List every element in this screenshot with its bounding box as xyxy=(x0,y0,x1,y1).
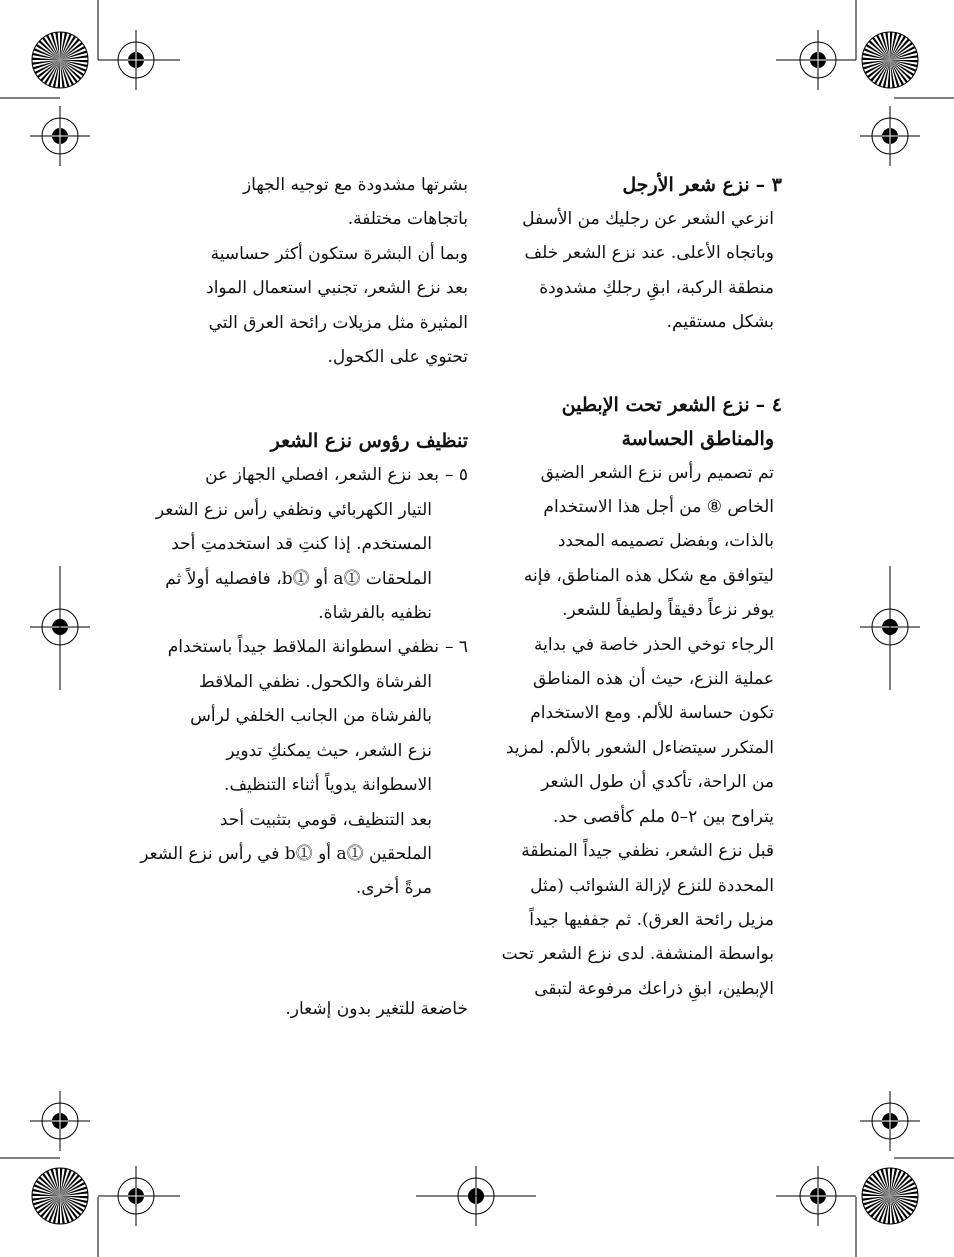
paragraph-line: بواسطة المنشفة. لدى نزع الشعر تحت xyxy=(501,944,774,965)
paragraph-line: بالذات، وبفضل تصميمه المحدد xyxy=(557,531,774,552)
paragraph-line: عملية النزع، حيث أن هذه المناطق xyxy=(533,669,774,690)
paragraph-line: الفرشاة والكحول. نظفي الملاقط xyxy=(198,671,432,692)
section-3-title: نزع شعر الأرجل xyxy=(622,174,750,196)
paragraph-line: نظفي اسطوانة الملاقط جيداً باستخدام xyxy=(167,637,439,658)
cleaning-heading: تنظيف رؤوس نزع الشعر xyxy=(270,430,468,453)
paragraph-line: تم تصميم رأس نزع الشعر الضيق xyxy=(540,462,774,483)
section-3-body xyxy=(492,202,782,340)
section-4-heading xyxy=(492,388,782,422)
paragraph-line: المستخدم. إذا كنتِ قد استخدمتِ أحد xyxy=(171,534,432,555)
paragraph-line: تحتوي على الكحول. xyxy=(327,347,468,368)
paragraph-line: المثيرة مثل مزيلات رائحة العرق التي xyxy=(208,312,468,333)
left-column xyxy=(132,168,468,906)
paragraph-line: الملحقين ⓵a أو ⓵b في رأس نزع الشعر xyxy=(140,843,432,864)
paragraph-line: يتراوح بين ٢–٥ ملم كأقصى حد. xyxy=(553,806,774,827)
paragraph-line: تكون حساسة للألم. ومع الاستخدام xyxy=(530,703,774,724)
paragraph-line: بالفرشاة من الجانب الخلفي لرأس xyxy=(190,706,432,727)
starburst-target-icon xyxy=(862,32,918,88)
paragraph-line: منطقة الركبة، ابقِ رجلكِ مشدودة xyxy=(539,277,774,298)
paragraph-line: الإبطين، ابقِ ذراعك مرفوعة لتبقى xyxy=(534,978,774,999)
paragraph-line: بعد التنظيف، قومي بتثبيت أحد xyxy=(219,809,432,830)
paragraph-line: باتجاهات مختلفة. xyxy=(347,209,468,230)
paragraph-line: وباتجاه الأعلى. عند نزع الشعر خلف xyxy=(524,243,774,264)
paragraph-line: ليتوافق مع شكل هذه المناطق، فإنه xyxy=(523,565,774,586)
paragraph-line: الرجاء توخي الحذر خاصة في بداية xyxy=(534,634,774,655)
paragraph-line: بعد نزع الشعر، افصلي الجهاز عن xyxy=(205,465,439,486)
paragraph-line: الملحقات ⓵a أو ⓵b، فافصليه أولاً ثم xyxy=(165,568,432,589)
paragraph-line: نزع الشعر، حيث يمكنكِ تدوير xyxy=(226,740,432,761)
section-4-body xyxy=(492,456,782,1007)
paragraph-line: الخاص ⑧ من أجل هذا الاستخدام xyxy=(543,497,774,518)
paragraph-line: نظفيه بالفرشاة. xyxy=(318,603,432,624)
section-4-title-line-1: نزع الشعر تحت الإبطين xyxy=(561,393,750,416)
starburst-target-icon xyxy=(862,1168,918,1224)
footer-note: خاضعة للتغير بدون إشعار. xyxy=(285,999,468,1019)
paragraph-line: من الراحة، تأكدي أن طول الشعر xyxy=(541,772,774,793)
paragraph-line: التيار الكهربائي ونظفي رأس نزع الشعر xyxy=(155,499,432,520)
paragraph-line: وبما أن البشرة ستكون أكثر حساسية xyxy=(210,243,468,264)
paragraph-line: بشكل مستقيم. xyxy=(666,312,774,333)
paragraph-line: مرةً أخرى. xyxy=(355,878,432,899)
paragraph-line: المحددة للنزع لإزالة الشوائب (مثل xyxy=(530,875,774,896)
paragraph-line: المتكرر سيتضاءل الشعور بالألم. لمزيد xyxy=(505,737,774,758)
cleaning-item-6 xyxy=(132,630,468,905)
starburst-target-icon xyxy=(32,1168,88,1224)
paragraph-line: انزعي الشعر عن رجليك من الأسفل xyxy=(522,209,774,229)
paragraph-line: قبل نزع الشعر، نظفي جيداً المنطقة xyxy=(521,841,774,862)
paragraph-line: الاسطوانة يدوياً أثناء التنظيف. xyxy=(224,775,432,796)
paragraph-line: بعد نزع الشعر، تجنبي استعمال المواد xyxy=(206,278,468,299)
cleaning-item-5 xyxy=(132,458,468,630)
paragraph-line: مزيل رائحة العرق). ثم جففيها جيداً xyxy=(529,909,774,930)
section-4-title-line-2: والمناطق الحساسة xyxy=(621,427,774,450)
section-3-number: ٣ – xyxy=(755,174,782,196)
section-3-heading xyxy=(492,168,782,202)
item-5-number: ٥ – xyxy=(444,465,468,486)
right-column xyxy=(492,168,782,1006)
item-6-number: ٦ – xyxy=(444,637,468,658)
starburst-target-icon xyxy=(32,32,88,88)
paragraph-line: بشرتها مشدودة مع توجيه الجهاز xyxy=(242,175,468,195)
paragraph-line: يوفر نزعاً دقيقاً ولطيفاً للشعر. xyxy=(562,600,774,621)
continued-text xyxy=(132,168,468,374)
section-4-number: ٤ – xyxy=(755,393,782,416)
